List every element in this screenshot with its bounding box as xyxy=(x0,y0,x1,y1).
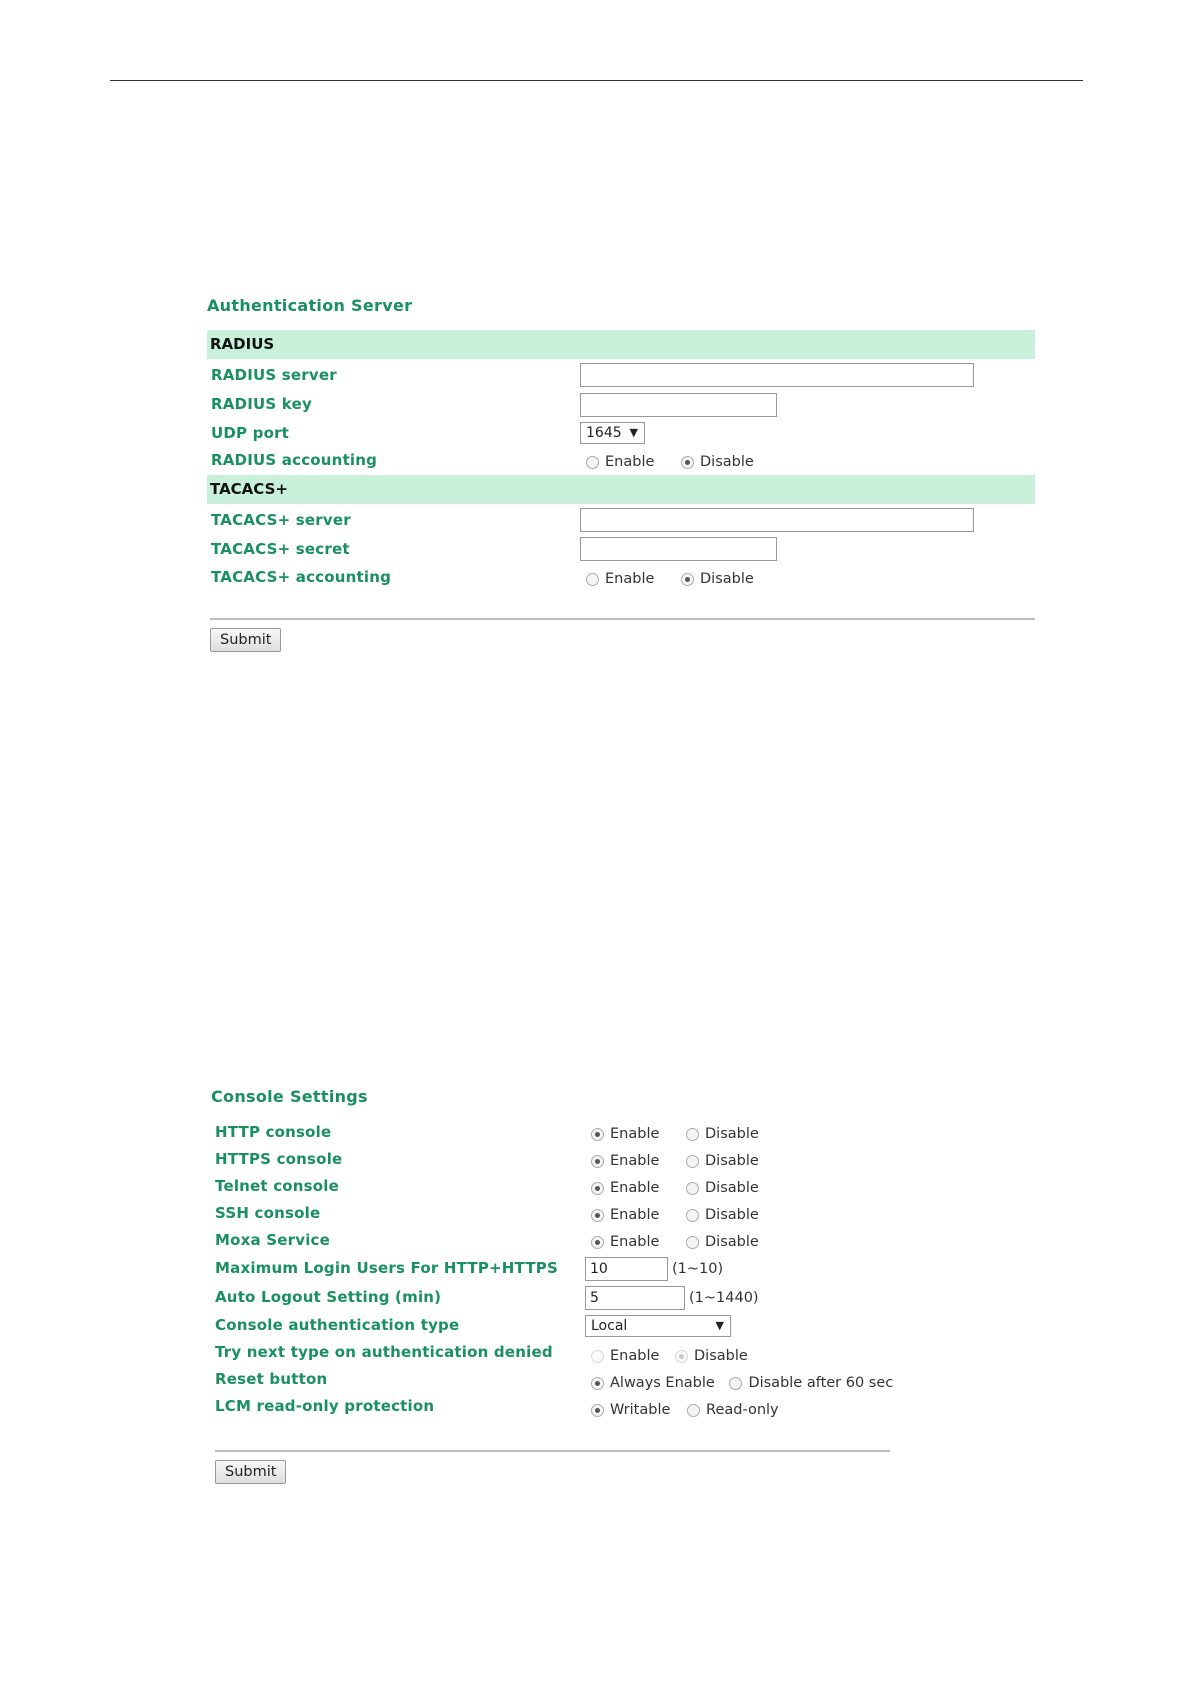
radio-selected-icon[interactable] xyxy=(681,456,694,469)
try-next-radio-group xyxy=(591,1348,748,1367)
try-next-disable-option[interactable] xyxy=(675,1348,748,1364)
tacacs-accounting-disable-label: Disable xyxy=(700,571,754,587)
udp-port-value: 1645 xyxy=(586,425,622,441)
telnet-enable-label: Enable xyxy=(610,1180,660,1196)
reset-disable-after-label: Disable after 60 sec xyxy=(748,1375,894,1391)
moxa-disable-label: Disable xyxy=(705,1234,759,1250)
radius-accounting-enable-label: Enable xyxy=(605,454,655,470)
radio-icon[interactable] xyxy=(729,1377,742,1390)
chevron-down-icon: ▼ xyxy=(629,426,638,439)
try-next-enable-label: Enable xyxy=(610,1348,660,1364)
radius-accounting-disable-label: Disable xyxy=(700,454,754,470)
auth-type-value: Local xyxy=(591,1318,628,1334)
telnet-disable-option[interactable] xyxy=(686,1180,759,1196)
https-disable-option[interactable] xyxy=(686,1153,759,1169)
radio-selected-icon[interactable] xyxy=(681,573,694,586)
auth-type-label: Console authentication type xyxy=(215,1316,460,1334)
radius-accounting-label: RADIUS accounting xyxy=(211,451,378,469)
tacacs-server-input[interactable] xyxy=(580,508,974,532)
ssh-console-label: SSH console xyxy=(215,1204,321,1222)
console-section-title: Console Settings xyxy=(211,1087,368,1106)
http-console-radio-group xyxy=(591,1126,759,1145)
telnet-disable-label: Disable xyxy=(705,1180,759,1196)
radius-server-input[interactable] xyxy=(580,363,974,387)
radio-disabled-icon[interactable] xyxy=(591,1350,604,1363)
tacacs-secret-label: TACACS+ secret xyxy=(211,540,350,558)
reset-always-label: Always Enable xyxy=(610,1375,715,1391)
http-console-label: HTTP console xyxy=(215,1123,332,1141)
auto-logout-label: Auto Logout Setting (min) xyxy=(215,1288,442,1306)
radio-selected-icon[interactable] xyxy=(591,1236,604,1249)
radius-accounting-disable-option[interactable] xyxy=(681,454,754,470)
tacacs-accounting-enable-option[interactable] xyxy=(586,571,654,587)
udp-port-label: UDP port xyxy=(211,424,290,442)
reset-disable-after-option[interactable] xyxy=(729,1375,893,1391)
console-submit-button[interactable]: Submit xyxy=(215,1460,286,1484)
radio-selected-icon[interactable] xyxy=(591,1182,604,1195)
radio-icon[interactable] xyxy=(686,1182,699,1195)
lcm-readonly-option[interactable] xyxy=(687,1402,779,1418)
try-next-label: Try next type on authentication denied xyxy=(215,1343,553,1361)
tacacs-accounting-radio-group xyxy=(586,571,754,590)
moxa-service-label: Moxa Service xyxy=(215,1231,331,1249)
lcm-protection-radio-group xyxy=(591,1402,779,1421)
https-disable-label: Disable xyxy=(705,1153,759,1169)
radio-selected-icon[interactable] xyxy=(591,1209,604,1222)
auto-logout-input[interactable] xyxy=(585,1286,685,1310)
try-next-enable-option[interactable] xyxy=(591,1348,659,1364)
radio-icon[interactable] xyxy=(586,573,599,586)
tacacs-accounting-disable-option[interactable] xyxy=(681,571,754,587)
radius-accounting-radio-group xyxy=(586,454,754,473)
telnet-console-radio-group xyxy=(591,1180,759,1199)
reset-button-radio-group xyxy=(591,1375,893,1394)
http-disable-label: Disable xyxy=(705,1126,759,1142)
lcm-readonly-label: Read-only xyxy=(706,1402,779,1418)
console-divider xyxy=(215,1450,890,1452)
ssh-disable-label: Disable xyxy=(705,1207,759,1223)
reset-always-option[interactable] xyxy=(591,1375,715,1391)
http-disable-option[interactable] xyxy=(686,1126,759,1142)
https-console-label: HTTPS console xyxy=(215,1150,343,1168)
radio-selected-icon[interactable] xyxy=(591,1128,604,1141)
radio-selected-icon[interactable] xyxy=(591,1404,604,1417)
radio-disabled-selected-icon[interactable] xyxy=(675,1350,688,1363)
tacacs-secret-input[interactable] xyxy=(580,537,777,561)
radio-selected-icon[interactable] xyxy=(591,1377,604,1390)
ssh-enable-option[interactable] xyxy=(591,1207,659,1223)
radius-key-label: RADIUS key xyxy=(211,395,312,413)
https-enable-option[interactable] xyxy=(591,1153,659,1169)
radio-icon[interactable] xyxy=(686,1209,699,1222)
telnet-enable-option[interactable] xyxy=(591,1180,659,1196)
tacacs-server-label: TACACS+ server xyxy=(211,511,351,529)
chevron-down-icon: ▼ xyxy=(715,1319,724,1332)
radio-selected-icon[interactable] xyxy=(591,1155,604,1168)
auth-divider xyxy=(210,618,1035,620)
lcm-writable-label: Writable xyxy=(610,1402,671,1418)
udp-port-select[interactable] xyxy=(580,422,645,444)
lcm-protection-label: LCM read-only protection xyxy=(215,1397,435,1415)
ssh-enable-label: Enable xyxy=(610,1207,660,1223)
radio-icon[interactable] xyxy=(586,456,599,469)
try-next-disable-label: Disable xyxy=(694,1348,748,1364)
radio-icon[interactable] xyxy=(686,1155,699,1168)
tacacs-accounting-enable-label: Enable xyxy=(605,571,655,587)
radius-accounting-enable-option[interactable] xyxy=(586,454,654,470)
http-enable-label: Enable xyxy=(610,1126,660,1142)
radius-key-input[interactable] xyxy=(580,393,777,417)
auth-submit-button[interactable]: Submit xyxy=(210,628,281,652)
tacacs-accounting-label: TACACS+ accounting xyxy=(211,568,392,586)
https-enable-label: Enable xyxy=(610,1153,660,1169)
max-login-label: Maximum Login Users For HTTP+HTTPS xyxy=(215,1259,558,1277)
moxa-service-radio-group xyxy=(591,1234,759,1253)
auth-type-select[interactable] xyxy=(585,1315,731,1337)
max-login-input[interactable] xyxy=(585,1257,668,1281)
radius-group-header: RADIUS xyxy=(207,330,1035,359)
auto-logout-range: (1~1440) xyxy=(689,1290,759,1306)
radio-icon[interactable] xyxy=(686,1236,699,1249)
auth-section-title: Authentication Server xyxy=(207,296,413,315)
max-login-range: (1~10) xyxy=(672,1261,724,1277)
page-top-rule xyxy=(110,80,1083,81)
http-enable-option[interactable] xyxy=(591,1126,659,1142)
moxa-enable-label: Enable xyxy=(610,1234,660,1250)
tacacs-group-header: TACACS+ xyxy=(207,475,1035,504)
lcm-writable-option[interactable] xyxy=(591,1402,670,1418)
moxa-enable-option[interactable] xyxy=(591,1234,659,1250)
radio-icon[interactable] xyxy=(687,1404,700,1417)
telnet-console-label: Telnet console xyxy=(215,1177,340,1195)
radius-server-label: RADIUS server xyxy=(211,366,337,384)
reset-button-label: Reset button xyxy=(215,1370,328,1388)
moxa-disable-option[interactable] xyxy=(686,1234,759,1250)
ssh-disable-option[interactable] xyxy=(686,1207,759,1223)
radio-icon[interactable] xyxy=(686,1128,699,1141)
ssh-console-radio-group xyxy=(591,1207,759,1226)
https-console-radio-group xyxy=(591,1153,759,1172)
